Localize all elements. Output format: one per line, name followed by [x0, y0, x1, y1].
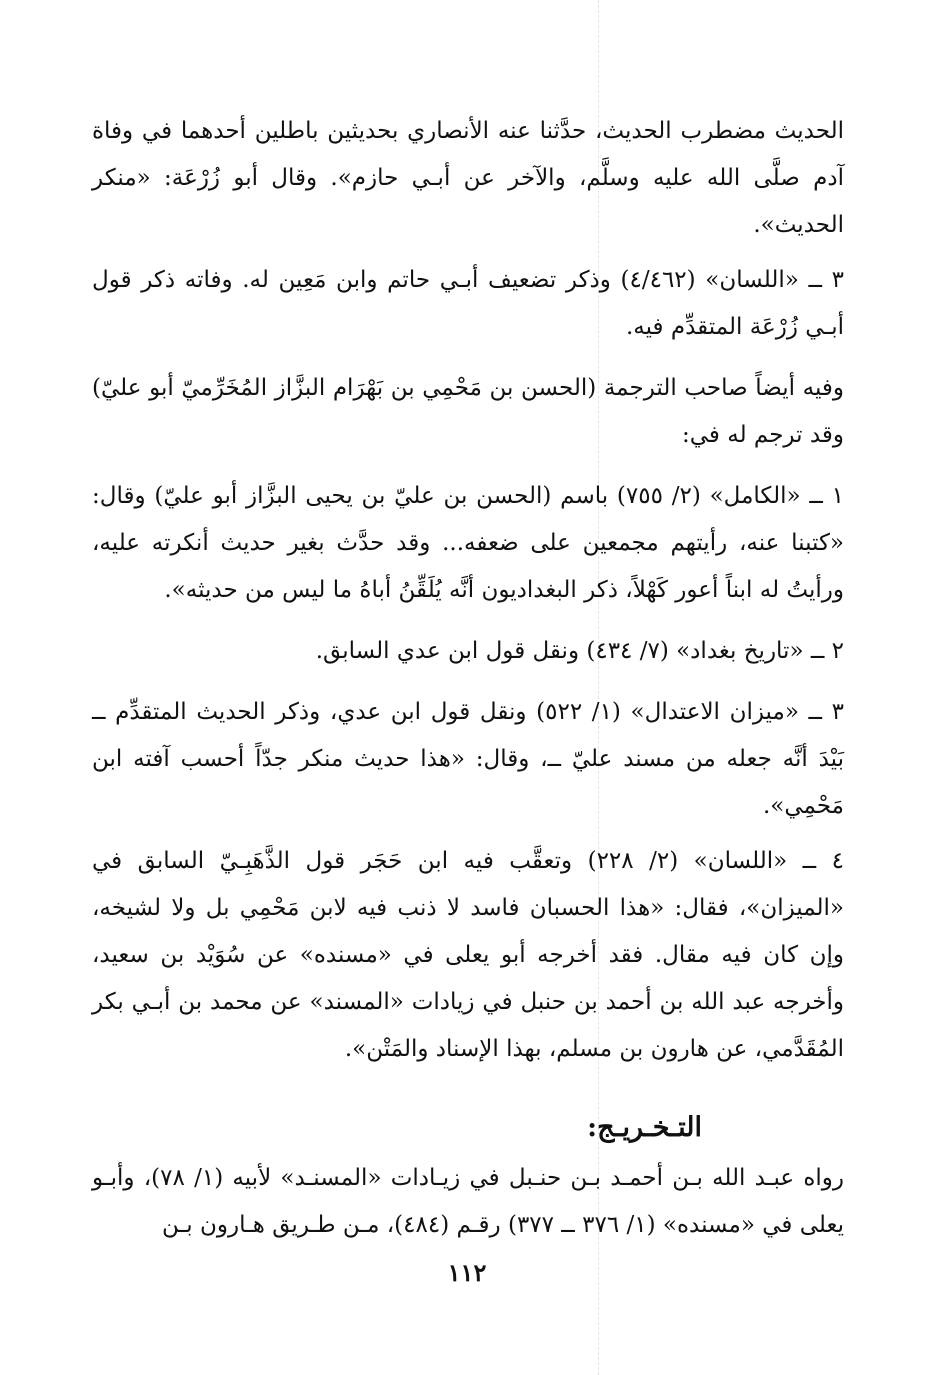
- page-body: [92, 108, 844, 1263]
- paragraph-narrator-note: الحديث مضطرب الحديث، حدَّثنا عنه الأنصاري بحديثين باطلين أحدهما في وفاة آدم صلَّى الله عليه وسلَّم، والآخر عن أبـي حازم». وقال أبو زُرْعَة: «منكر الحديث».: [92, 118, 844, 238]
- paragraph-lisan-critique: ٤ ــ «اللسان» (٢/ ٢٢٨) وتعقَّب فيه ابن حَجَر قول الذَّهَبِـيّ السابق في «الميزان»، فقال: «هذا الحسبان فاسد لا ذنب فيه لابن مَحْمِي بل ولا لشيخه، وإن كان فيه مقال. فقد أخرجه أبو يعلى في «مسنده» عن سُوَيْد بن سعيد، وأخرجه عبد الله بن أحمد بن حنبل في زيادات «المسند» عن محمد بن أبـي بكر المُقَدَّمي، عن هارون بن مسلم، بهذا الإسناد والمَتْن».: [92, 848, 844, 1062]
- paragraph-tarikh-baghdad-reference: ٢ ــ «تاريخ بغداد» (٧/ ٤٣٤) ونقل قول ابن عدي السابق.: [315, 638, 844, 664]
- paragraph-mizan-reference: ٣ ــ «ميزان الاعتدال» (١/ ٥٢٢) ونقل قول ابن عدي، وذكر الحديث المتقدِّم ــ بَيْدَ أنَّه جعله من مسند عليّ ــ، وقال: «هذا حديث منكر جدّاً أحسب آفته ابن مَحْمِي».: [92, 699, 845, 819]
- paragraph-kamil-reference: ١ ــ «الكامل» (٢/ ٧٥٥) باسم (الحسن بن عليّ بن يحيى البزَّاز أبو عليّ) وقال: «كتبنا عنه، رأيتهم مجمعين على ضعفه... وقد حدَّث بغير حديث أنكرته عليه، ورأيتُ له ابناً أعور كَهْلاً، ذكر البغداديون أنَّه يُلَقِّنُ أباهُ ما ليس من حديثه».: [92, 483, 844, 603]
- section-heading-takhrij: التـخـريـج:: [587, 1112, 702, 1143]
- page-number: ١١٢: [447, 1258, 487, 1287]
- paragraph-translation-subject: وفيه أيضاً صاحب الترجمة (الحسن بن مَحْمِي بن بَهْرَام البزَّاز المُخَرِّميّ أبو عليّ) وقد ترجم له في:: [92, 375, 844, 448]
- paragraph-takhrij: رواه عبـد الله بـن أحمـد بـن حنـبل في زيـادات «المسنـد» لأبيه (١/ ٧٨)، وأبـو يعلى في «مسنده» (١/ ٣٧٦ ــ ٣٧٧) رقـم (٤٨٤)، مـن طـريق هـارون بـن: [92, 1165, 844, 1238]
- paragraph-lisan-reference: ٣ ــ «اللسان» (٤/٤٦٢) وذكر تضعيف أبـي حاتم وابن مَعِين له. وفاته ذكر قول أبـي زُرْعَة المتقدِّم فيه.: [92, 267, 844, 340]
